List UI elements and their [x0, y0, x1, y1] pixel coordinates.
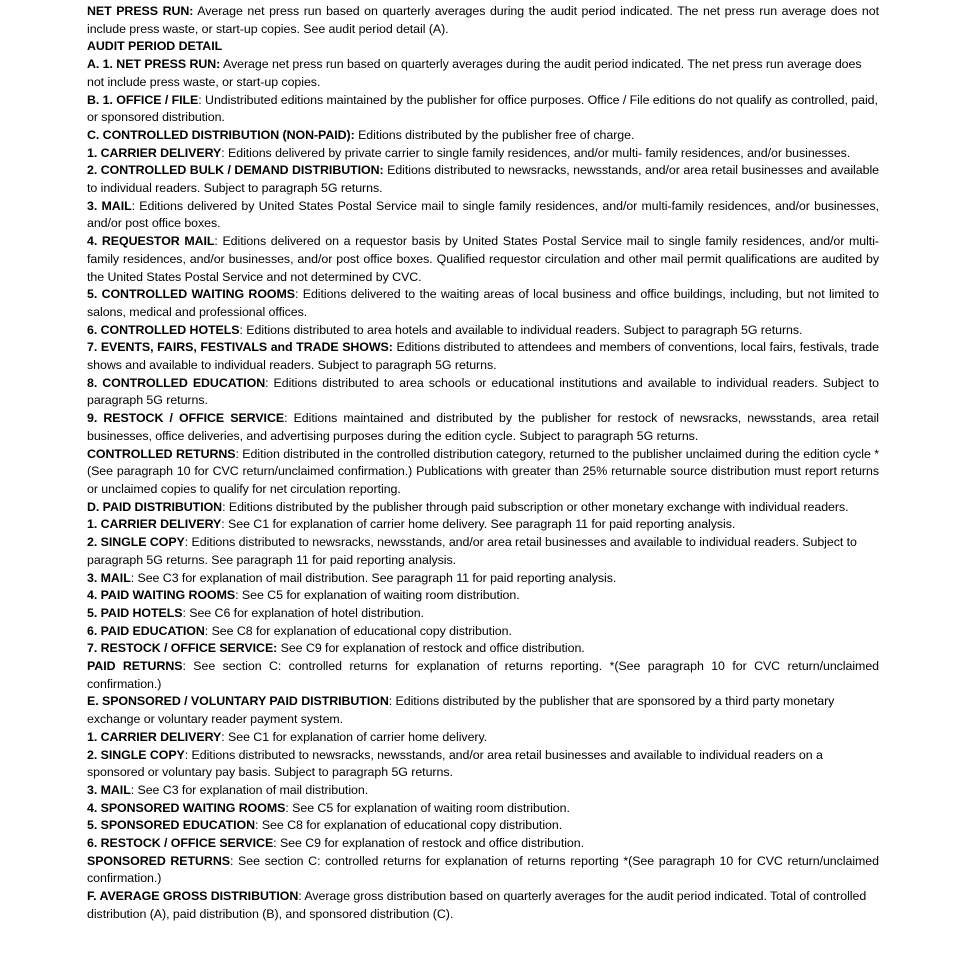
definition-text: : Edition distributed in the controlled distribution category, returned to the publisher unclaimed during the edition cycle *(See paragraph 10 for CVC return/unclaimed confirmation.) Publications with greater than 25% returnable source distribution must report returns or unclaimed copies to qualify for net circulation reporting.	[87, 446, 879, 496]
definition-term: 2. CONTROLLED BULK / DEMAND DISTRIBUTION:	[87, 163, 384, 178]
definition-term: PAID RETURNS	[87, 659, 183, 674]
definition-term: F. AVERAGE GROSS DISTRIBUTION	[87, 889, 299, 904]
definition-term: 3. MAIL	[87, 198, 132, 213]
definition-text: Editions distributed by the publisher free of charge.	[354, 127, 635, 142]
definition-paragraph	[87, 127, 879, 145]
document-body	[87, 3, 879, 924]
definition-paragraph	[87, 145, 879, 163]
definition-text: : See C8 for explanation of educational copy distribution.	[204, 623, 512, 638]
definition-paragraph	[87, 198, 879, 233]
definition-term: 6. PAID EDUCATION	[87, 623, 205, 638]
definition-text: : See C1 for explanation of carrier home delivery.	[221, 729, 488, 744]
definition-text: : Average gross distribution based on quarterly averages for the audit period indicated. Total of controlled distribution (A), paid distribution (B), and sponsored distribution (C).	[87, 889, 867, 921]
definition-text: : Editions maintained and distributed by the publisher for restock of newsracks, newsstands, area retail businesses, office deliveries, and advertising purposes during the edition cycle. Subject to paragraph 5G returns.	[87, 411, 880, 443]
section-heading: AUDIT PERIOD DETAIL	[87, 39, 223, 54]
definition-text: : See C1 for explanation of carrier home delivery. See paragraph 11 for paid reporting analysis.	[221, 517, 736, 532]
definition-text: See C9 for explanation of restock and office distribution.	[277, 641, 585, 656]
definition-paragraph	[87, 817, 879, 835]
definition-text: Editions distributed to attendees and members of conventions, local fairs, festivals, trade shows and available to individual readers. Subject to paragraph 5G returns.	[87, 340, 879, 373]
definition-term: 1. CARRIER DELIVERY	[87, 517, 222, 532]
definition-text: Editions distributed to newsracks, newsstands, and/or area retail businesses and available to individual readers. Subject to paragraph 5G returns.	[87, 163, 879, 196]
definition-text: : See section C: controlled returns for explanation of returns reporting. *(See paragraph 10 for CVC return/unclaimed confirmation.)	[87, 659, 880, 691]
definition-term: 2. SINGLE COPY	[87, 747, 185, 762]
definition-paragraph	[87, 853, 879, 888]
definition-paragraph	[87, 729, 879, 747]
definition-paragraph	[87, 888, 879, 923]
definition-term: 2. SINGLE COPY	[87, 535, 185, 550]
definition-term: 5. CONTROLLED WAITING ROOMS	[87, 287, 295, 302]
definition-paragraph	[87, 499, 879, 517]
definition-paragraph	[87, 623, 879, 641]
definition-paragraph	[87, 56, 879, 91]
definition-text: : Editions delivered by United States Postal Service mail to single family residences, and/or multi-family residences, and/or businesses, and/or post office boxes.	[87, 198, 879, 231]
definition-paragraph	[87, 658, 879, 693]
definition-term: A. 1. NET PRESS RUN:	[87, 57, 221, 72]
definition-term: 7. RESTOCK / OFFICE SERVICE:	[87, 641, 278, 656]
definition-paragraph	[87, 233, 879, 286]
definition-paragraph	[87, 162, 879, 197]
definition-paragraph	[87, 570, 879, 588]
definition-term: D. PAID DISTRIBUTION	[87, 499, 223, 514]
definition-term: 4. SPONSORED WAITING ROOMS	[87, 800, 286, 815]
definition-term: 9. RESTOCK / OFFICE SERVICE	[87, 411, 285, 426]
definition-term: 1. CARRIER DELIVERY	[87, 729, 222, 744]
definition-paragraph	[87, 534, 879, 569]
definition-text: : Editions delivered by private carrier to single family residences, and/or multi- family residences, and/or businesses.	[221, 145, 851, 160]
definition-term: E. SPONSORED / VOLUNTARY PAID DISTRIBUTION	[87, 694, 389, 709]
definition-term: B. 1. OFFICE / FILE	[87, 92, 199, 107]
definition-term: 6. RESTOCK / OFFICE SERVICE	[87, 836, 274, 851]
definition-paragraph	[87, 693, 879, 728]
definition-paragraph	[87, 339, 879, 374]
definition-paragraph	[87, 587, 879, 605]
definition-text: : Undistributed editions maintained by the publisher for office purposes. Office / File editions do not qualify as controlled, paid, or sponsored distribution.	[87, 92, 878, 125]
definition-text: : See C9 for explanation of restock and office distribution.	[273, 836, 585, 851]
definition-paragraph	[87, 286, 879, 321]
definition-paragraph	[87, 92, 879, 127]
definition-term: SPONSORED RETURNS	[87, 853, 230, 868]
definition-text: Average net press run based on quarterly averages during the audit period indicated. The net press run average does not include press waste, or start-up copies.	[87, 57, 862, 89]
definition-text: : See section C: controlled returns for explanation of returns reporting *(See paragraph 10 for CVC return/unclaimed confirmation.)	[87, 853, 879, 886]
definition-paragraph	[87, 835, 879, 853]
definition-text: : Editions distributed to area hotels and available to individual readers. Subject to paragraph 5G returns.	[239, 322, 803, 337]
definition-paragraph	[87, 782, 879, 800]
definition-text: : Editions distributed to newsracks, newsstands, and/or area retail businesses and available to individual readers. Subject to paragraph 5G returns. See paragraph 11 for paid reporting analysis.	[87, 535, 857, 567]
definition-paragraph	[87, 516, 879, 534]
definition-text: : See C8 for explanation of educational copy distribution.	[255, 818, 563, 833]
definition-term: CONTROLLED RETURNS	[87, 446, 236, 461]
definition-term: 3. MAIL	[87, 570, 131, 585]
definition-text: : Editions distributed by the publisher through paid subscription or other monetary exchange with individual readers.	[222, 499, 849, 514]
definition-text: Average net press run based on quarterly averages during the audit period indicated. The net press run average does not include press waste, or start-up copies. See audit period detail (A).	[87, 4, 879, 36]
definition-term: 1. CARRIER DELIVERY	[87, 145, 222, 160]
definition-paragraph	[87, 322, 879, 340]
definition-text: : Editions delivered to the waiting areas of local business and office buildings, including, but not limited to salons, medical and professional offices.	[87, 287, 879, 319]
definition-paragraph	[87, 800, 879, 818]
definition-text: : See C6 for explanation of hotel distribution.	[182, 605, 424, 620]
definition-text: : Editions distributed by the publisher that are sponsored by a third party monetary exchange or voluntary reader payment system.	[87, 694, 835, 727]
definition-text: : See C3 for explanation of mail distribution.	[130, 782, 369, 797]
definition-paragraph	[87, 747, 879, 782]
definition-term: 4. PAID WAITING ROOMS	[87, 588, 236, 603]
definition-text: : Editions distributed to newsracks, newsstands, and/or area retail businesses and available to individual readers on a sponsored or voluntary pay basis. Subject to paragraph 5G returns.	[87, 747, 823, 780]
definition-paragraph	[87, 410, 879, 445]
definition-term: NET PRESS RUN:	[87, 4, 194, 18]
definition-text: : See C5 for explanation of waiting room distribution.	[285, 800, 570, 815]
definition-term: C. CONTROLLED DISTRIBUTION (NON-PAID):	[87, 127, 355, 142]
definition-paragraph	[87, 3, 879, 38]
definition-term: 5. SPONSORED EDUCATION	[87, 818, 256, 833]
definition-text: : See C5 for explanation of waiting room distribution.	[235, 588, 520, 603]
definition-term: 7. EVENTS, FAIRS, FESTIVALS and TRADE SHOWS:	[87, 340, 393, 355]
definition-paragraph	[87, 446, 879, 499]
definition-term: 8. CONTROLLED EDUCATION	[87, 375, 266, 390]
definition-text: : Editions distributed to area schools or educational institutions and available to individual readers. Subject to paragraph 5G returns.	[87, 375, 879, 408]
definition-term: 3. MAIL	[87, 782, 131, 797]
definition-term: 4. REQUESTOR MAIL	[87, 234, 215, 249]
definition-term: 5. PAID HOTELS	[87, 605, 183, 620]
definition-text: : See C3 for explanation of mail distribution. See paragraph 11 for paid reporting analysis.	[130, 570, 617, 585]
definition-paragraph	[87, 640, 879, 658]
definition-paragraph	[87, 605, 879, 623]
definition-text: : Editions delivered on a requestor basis by United States Postal Service mail to single family residences, and/or multi-family residences, and/or businesses, and/or post office boxes. Qualified requestor circulation and other mail permit qualifications are audited by the United States Postal Service and not determined by CVC.	[87, 234, 879, 284]
definition-term: 6. CONTROLLED HOTELS	[87, 322, 240, 337]
definition-paragraph	[87, 375, 879, 410]
definitions-list	[87, 3, 879, 924]
